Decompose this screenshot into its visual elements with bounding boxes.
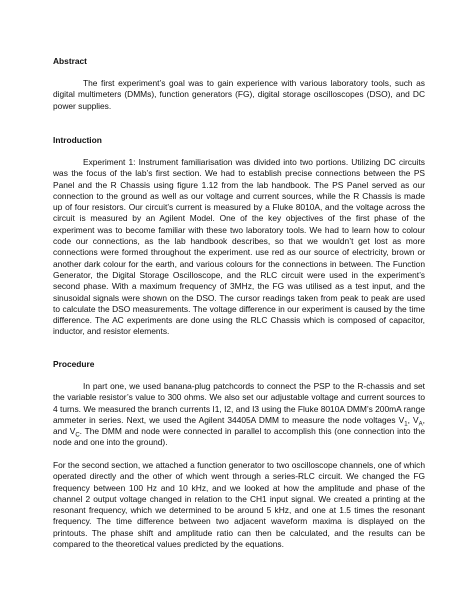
node-voltage-subscript-1: 1	[404, 421, 408, 428]
introduction-body: Experiment 1: Instrument familiarisation was divided into two portions. Utilizing DC circuits was the focus of the lab’s first section. We had to establish precise connections between the PS Panel and the R Chassis using figure 1.12 from the lab handbook. The PS Panel served as our connection to the ground as well as our voltage and current sources, while the R Chassis is made up of four resistors. Our circuit’s current is measured by a Fluke 8010A, and the voltage across the circuit is measured by an Agilent Model. One of the key objectives of the first phase of the experiment was to become familiar with these two laboratory tools. We had to learn how to colour code our connections, as the lab handbook describes, so that we wouldn’t get lost as more connections were formed throughout the experiment. use red as our source of electricity, brown or another dark colour for the earth, and various colours for the connections in between. The Function Generator, the Digital Storage Oscilloscope, and the RLC circuit were used in the experiment’s second phase. With a maximum frequency of 3MHz, the FG was utilised as a test input, and the sinusoidal signals were shown on the DSO. The cursor readings taken from peak to peak are used to calculate the DSO measurements. The voltage difference in our experiment is caused by the time difference. The AC experiments are done using the RLC Chassis which is composed of capacitor, inductor, and resistor elements.	[53, 157, 425, 337]
introduction-heading: Introduction	[53, 135, 102, 145]
procedure-paragraph-1-tail: . The DMM and node were connected in parallel to accomplish this (one connection into the node and one into the ground).	[53, 426, 425, 448]
node-voltage-subscript-a: A	[418, 421, 423, 428]
procedure-heading: Procedure	[53, 359, 95, 369]
procedure-paragraph-1-text: In part one, we used banana-plug patchcords to connect the PSP to the R-chassis and set the variable resistor’s value to 300 ohms. We also set our adjustable voltage and current sources to 4 turns. We measured the branch currents I1, I2, and I3 using the Fluke 8010A DMM’s 200mA range ammeter in series. Next, we used the Agilent 34405A DMM to measure the node voltages V	[53, 381, 425, 425]
abstract-body: The first experiment’s goal was to gain experience with various laboratory tools, such as digital multimeters (DMMs), function generators (FG), digital storage oscilloscopes (DSO), and DC power supplies.	[53, 78, 425, 111]
procedure-paragraph-2: For the second section, we attached a function generator to two oscilloscope channels, one of which operated directly and the other of which went through a series-RLC circuit. We changed the FG frequency between 100 Hz and 10 kHz, and we looked at how the amplitude and phase of the channel 2 output voltage changed in relation to the CH1 input signal. We created a printing at the resonant frequency, which we determined to be around 5 kHz, and one at 1.5 times the resonant frequency. The time difference between two adjacent waveform maxima is displayed on the printouts. The phase shift and amplitude ratio can then be calculated, and the results can be compared to the theoretical values predicted by the equations.	[53, 460, 425, 550]
abstract-heading: Abstract	[53, 56, 87, 66]
node-voltage-separator-1: , V	[407, 414, 419, 425]
node-voltage-separator-2: , and V	[53, 414, 425, 437]
node-voltage-subscript-c: C	[75, 432, 80, 439]
procedure-paragraph-1	[53, 381, 425, 449]
